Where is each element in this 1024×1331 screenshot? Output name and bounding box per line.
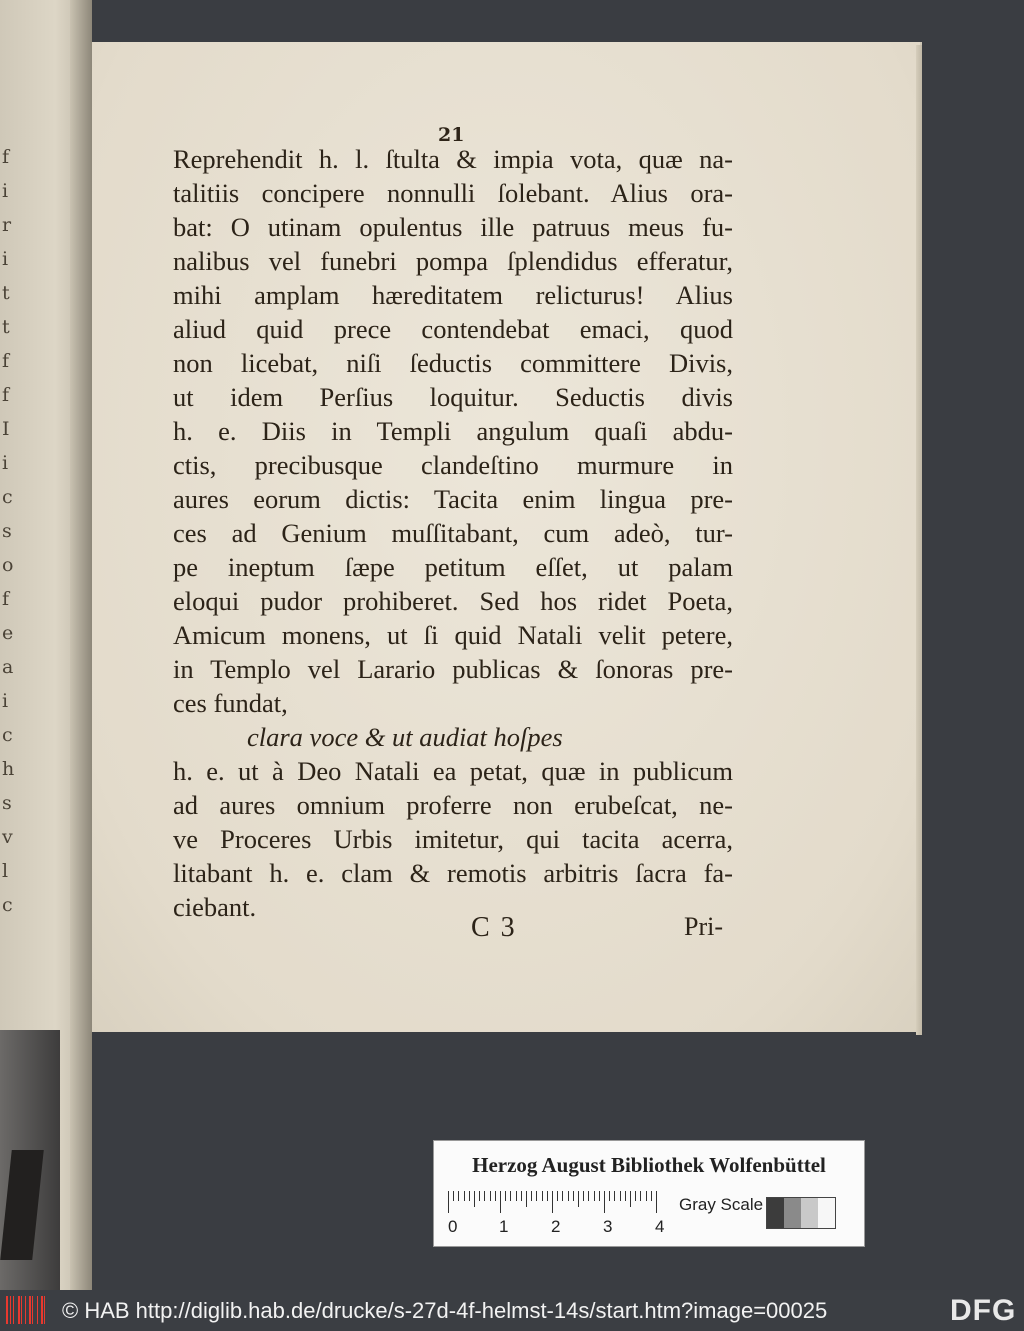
fragment-letter: f [2,350,10,372]
barcode-bar [21,1296,22,1324]
fragment-letter: l [2,860,9,882]
ruler-tick [510,1191,511,1201]
ruler-tick [490,1191,491,1201]
ruler-number: 3 [603,1217,613,1236]
ruler-tick [500,1191,501,1213]
ruler-tick [505,1191,506,1201]
barcode-bar [37,1296,38,1324]
text-line: Reprehendit h. l. ſtulta & impia vota, quæ na- [173,144,733,174]
ruler-number: 1 [499,1217,509,1236]
signature-mark: C 3 [471,912,517,943]
fragment-letter: e [2,622,14,644]
ruler-tick [557,1191,558,1201]
ruler-numbers [448,1217,688,1239]
fragment-letter: I [2,418,10,440]
text-line: Amicum monens, ut ſi quid Natali velit petere, [173,620,733,650]
library-name: Herzog August Bibliothek Wolfenbüttel [472,1153,826,1177]
ruler-tick [521,1191,522,1201]
text-line: ciebant. [173,892,257,922]
fragment-letter: f [2,588,10,610]
ruler-tick [609,1191,610,1201]
ruler-tick [547,1191,548,1201]
ruler-number: 2 [551,1217,561,1236]
ruler-tick [594,1191,595,1201]
text-line: mihi amplam hæreditatem relicturus! Alius [173,280,733,310]
barcode-bar [44,1296,45,1324]
calibration-card [433,1140,865,1247]
barcode-bar [18,1296,20,1324]
ruler-tick [484,1191,485,1201]
ruler-tick [562,1191,563,1201]
gray-swatch [801,1198,818,1228]
fragment-letter: c [2,724,13,746]
ruler-tick [583,1191,584,1201]
text-line: talitiis concipere nonnulli ſolebant. Alius ora- [173,178,733,208]
text-line: bat: O utinam opulentus ille patruus meus fu- [173,212,733,242]
ruler-tick [531,1191,532,1201]
text-line: h. e. Diis in Templi angulum quaſi abdu- [173,416,733,446]
dfg-logo: DFG [950,1294,1017,1327]
fragment-letter: c [2,486,13,508]
ruler-tick [458,1191,459,1201]
quotation-line: clara voce & ut audiat hoſpes [247,722,563,752]
fragment-letter: f [2,146,10,168]
ruler-tick [646,1191,647,1201]
fragment-letter: a [2,656,14,678]
fragment-letter: s [2,792,12,814]
text-line: h. e. ut à Deo Natali ea petat, quæ in publicum [173,756,733,786]
fragment-letter: t [2,316,10,338]
barcode-bar [29,1296,31,1324]
fragment-letter: i [2,690,9,712]
hab-logo-icon [6,1296,48,1324]
ruler-tick [536,1191,537,1201]
text-line: eloqui pudor prohiberet. Sed hos ridet Poeta, [173,586,733,616]
page-number: 21 [438,124,465,146]
fragment-letter: s [2,520,12,542]
fragment-letter: i [2,180,9,202]
ruler-number: 4 [655,1217,665,1236]
text-line: ces fundat, [173,688,288,718]
fragment-letter: c [2,894,13,916]
text-line: ces ad Genium muſſitabant, cum adeò, tur- [173,518,733,548]
gray-swatch [767,1198,784,1228]
fragment-letter: f [2,384,10,406]
barcode-bar [41,1296,43,1324]
ruler-tick [464,1191,465,1201]
grayscale-label: Gray Scale [679,1195,764,1214]
text-line: ad aures omnium proferre non erubeſcat, ne- [173,790,733,820]
ruler-tick [552,1191,553,1213]
barcode-bar [32,1296,33,1324]
text-line: non licebat, niſi ſeductis committere Divis, [173,348,733,378]
barcode-bar [10,1296,11,1324]
text-line: pe ineptum ſæpe petitum eſſet, ut palam [173,552,733,582]
text-line: aures eorum dictis: Tacita enim lingua pre- [173,484,733,514]
ruler-tick [651,1191,652,1201]
fragment-letter: h [2,758,15,780]
gray-swatch [784,1198,801,1228]
fragment-letter: t [2,282,10,304]
text-line: nalibus vel funebri pompa ſplendidus efferatur, [173,246,733,276]
viewer-footer [0,1290,1024,1331]
ruler-tick [526,1191,527,1207]
fragment-letter: i [2,248,9,270]
ruler-tick [614,1191,615,1201]
fragment-letter: i [2,452,9,474]
ruler-tick [495,1191,496,1201]
text-line: ut idem Perſius loquitur. Seductis divis [173,382,733,412]
barcode-bar [25,1296,26,1324]
ruler-number: 0 [448,1217,458,1236]
grayscale-swatches [766,1197,836,1229]
fragment-letter: r [2,214,12,236]
ruler-tick [630,1191,631,1207]
text-line: ve Proceres Urbis imitetur, qui tacita acerra, [173,824,733,854]
ruler-tick [656,1191,657,1213]
ruler-tick [479,1191,480,1201]
gray-swatch [818,1198,835,1228]
ruler-tick [453,1191,454,1201]
fragment-letter: v [2,826,13,848]
ruler-tick [568,1191,569,1201]
ruler-tick [578,1191,579,1207]
text-line: in Templo vel Larario publicas & ſonoras pre- [173,654,733,684]
ruler-tick [469,1191,470,1201]
ruler-tick [625,1191,626,1201]
ruler-tick [588,1191,589,1201]
ruler-tick [516,1191,517,1201]
ruler-tick [620,1191,621,1201]
barcode-bar [6,1296,8,1324]
ruler-tick [474,1191,475,1207]
text-line: aliud quid prece contendebat emaci, quod [173,314,733,344]
ruler-tick [635,1191,636,1201]
fragment-letter: o [2,554,14,576]
ruler-tick [573,1191,574,1201]
ruler-tick [599,1191,600,1201]
catchword: Pri- [684,912,723,941]
page-edge-shadow [916,45,922,1035]
text-line: litabant h. e. clam & remotis arbitris ſacra fa- [173,858,733,888]
book-gutter [70,0,92,1290]
ruler-tick [604,1191,605,1213]
ruler-tick [542,1191,543,1201]
copyright-url[interactable]: © HAB http://diglib.hab.de/drucke/s-27d-4f-helmst-14s/start.htm?image=00025 [62,1298,828,1323]
text-line: ctis, precibusque clandeſtino murmure in [173,450,733,480]
ruler-tick [448,1191,449,1213]
previous-page-text-fragments [2,140,22,922]
ruler-tick [640,1191,641,1201]
barcode-bar [13,1296,14,1324]
ruler [448,1191,670,1213]
